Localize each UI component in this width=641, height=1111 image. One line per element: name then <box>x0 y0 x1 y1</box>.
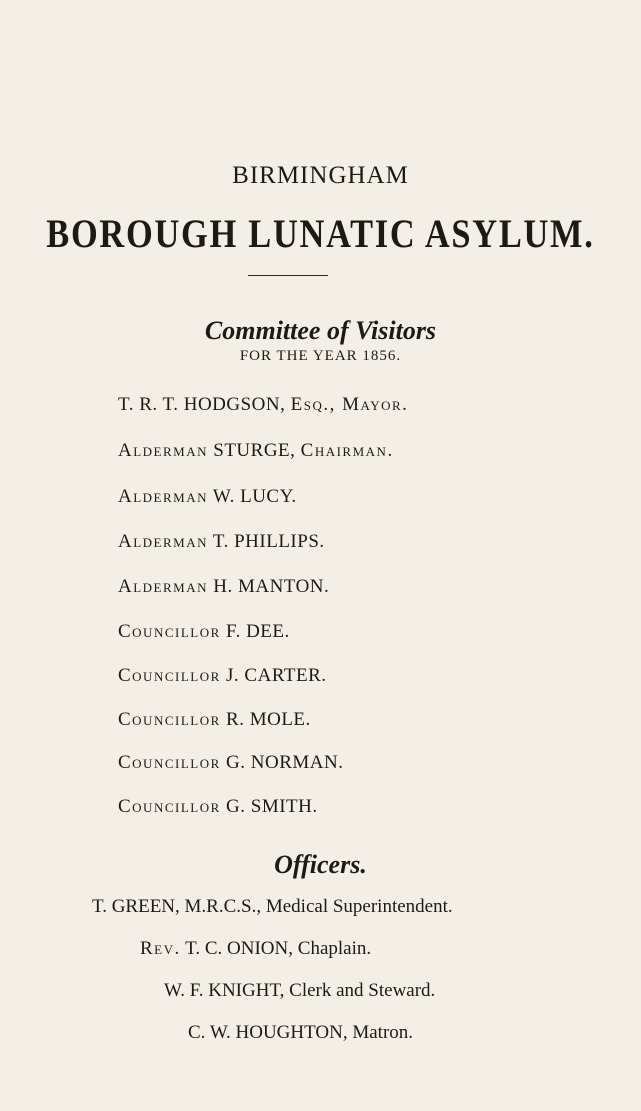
member-name: G. NORMAN. <box>220 752 344 773</box>
officer-role: Clerk and Steward. <box>289 980 436 1001</box>
officer-name: T. GREEN, M.R.C.S., <box>92 896 266 917</box>
member-row <box>118 486 297 508</box>
officer-role: Matron. <box>352 1022 414 1043</box>
member-name: G. SMITH. <box>220 796 318 817</box>
officer-role: Chaplain. <box>297 938 372 959</box>
member-row <box>118 576 329 598</box>
member-row <box>118 665 327 687</box>
member-row <box>118 796 318 818</box>
member-rank: Alderman <box>118 576 208 597</box>
officer-row <box>92 896 453 918</box>
member-row <box>118 440 394 462</box>
member-rank: Councillor <box>118 752 221 773</box>
officers-title: Officers. <box>274 850 367 879</box>
officer-name: W. F. KNIGHT, <box>164 980 290 1001</box>
member-name: STURGE, <box>208 440 301 461</box>
officer-name: C. W. HOUGHTON, <box>188 1022 353 1043</box>
member-name: H. MANTON. <box>208 576 330 597</box>
officer-row <box>140 938 371 960</box>
divider-rule <box>248 275 328 276</box>
officer-rank: Rev. <box>140 938 181 959</box>
member-name: F. DEE. <box>220 621 290 642</box>
member-name: R. MOLE. <box>220 709 311 730</box>
member-row <box>118 709 311 731</box>
member-name: J. CARTER. <box>220 665 327 686</box>
member-title: Esq., Mayor. <box>290 394 409 415</box>
member-role: Chairman. <box>300 440 394 461</box>
member-rank: Alderman <box>118 440 208 461</box>
officer-row <box>164 980 435 1002</box>
member-rank: Councillor <box>118 621 221 642</box>
officer-role: Medical Superintendent. <box>265 896 453 917</box>
member-row <box>118 621 290 643</box>
member-name: T. PHILLIPS. <box>208 531 325 552</box>
member-rank: Councillor <box>118 796 221 817</box>
officer-row <box>188 1022 413 1044</box>
officer-name: T. C. ONION, <box>180 938 298 959</box>
member-rank: Councillor <box>118 709 221 730</box>
heading-asylum: BOROUGH LUNATIC ASYLUM. <box>46 211 595 256</box>
member-rank: Alderman <box>118 486 208 507</box>
member-name: W. LUCY. <box>208 486 297 507</box>
member-rank: Alderman <box>118 531 208 552</box>
member-name: T. R. T. HODGSON, <box>118 394 291 415</box>
heading-birmingham: BIRMINGHAM <box>232 162 409 189</box>
committee-title: Committee of Visitors <box>204 316 437 345</box>
member-row <box>118 531 325 553</box>
committee-year: FOR THE YEAR 1856. <box>239 348 402 364</box>
member-row <box>118 394 408 416</box>
member-rank: Councillor <box>118 665 221 686</box>
member-row <box>118 752 343 774</box>
